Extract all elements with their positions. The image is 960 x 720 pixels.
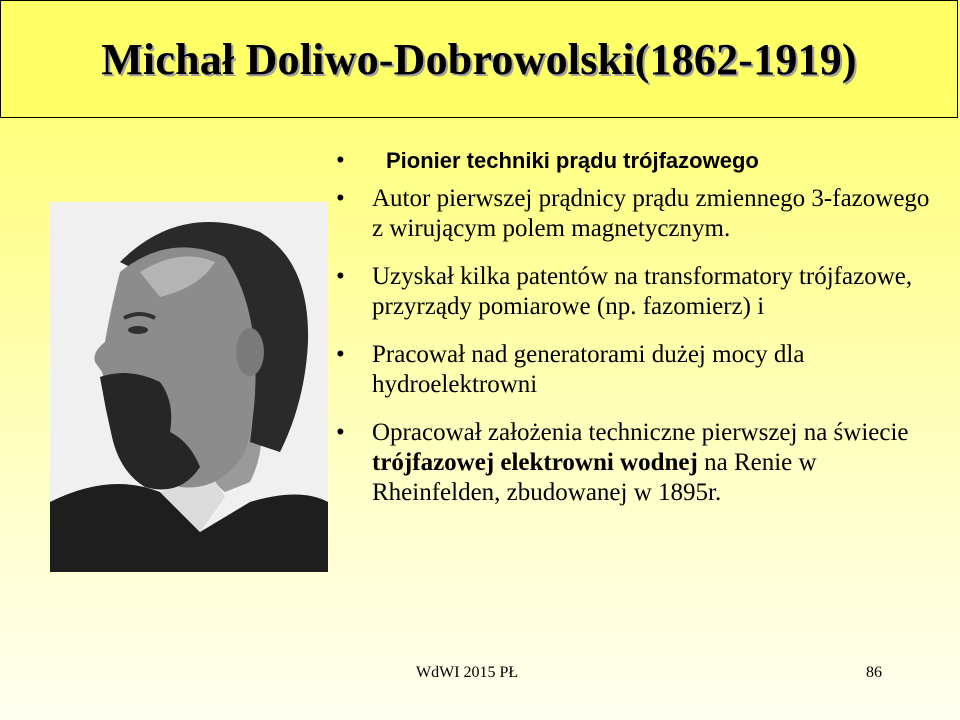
footer-text: WdWI 2015 PŁ: [416, 664, 519, 681]
bullet-list: [336, 146, 936, 526]
bullet-text: Pionier techniki prądu trójfazowego: [386, 148, 759, 173]
slide-title: Michał Doliwo-Dobrowolski(1862-1919): [101, 34, 857, 84]
bullet-text: Uzyskał kilka patentów na transformatory trójfazowe, przyrządy pomiarowe (np. fazomierz) i: [372, 263, 913, 320]
bullet-item: [336, 262, 936, 322]
bullet-marker: •: [336, 263, 345, 290]
bullet-text-bold: trójfazowej elektrowni wodnej: [372, 449, 698, 476]
bullet-marker: •: [336, 185, 345, 212]
portrait-photo: [50, 202, 328, 572]
bullet-marker: •: [336, 147, 345, 174]
bullet-item: [336, 418, 936, 508]
page-number: 86: [866, 664, 882, 681]
portrait-image: [50, 202, 328, 572]
bullet-marker: •: [336, 341, 345, 368]
bullet-item: [336, 340, 936, 400]
bullet-text: Autor pierwszej prądnicy prądu zmiennego 3-fazowego z wirującym polem magnetycznym.: [372, 185, 930, 242]
bullet-item: [336, 146, 936, 176]
bullet-text-post: na Renie w Rheinfelden, zbudowanej w 1895r.: [372, 449, 817, 506]
bullet-text: Pracował nad generatorami dużej mocy dla hydroelektrowni: [372, 341, 805, 398]
bullet-item: [336, 184, 936, 244]
title-bar: [0, 0, 958, 118]
bullet-marker: •: [336, 419, 345, 446]
bullet-text-pre: Opracował założenia techniczne pierwszej na świecie: [372, 419, 909, 446]
